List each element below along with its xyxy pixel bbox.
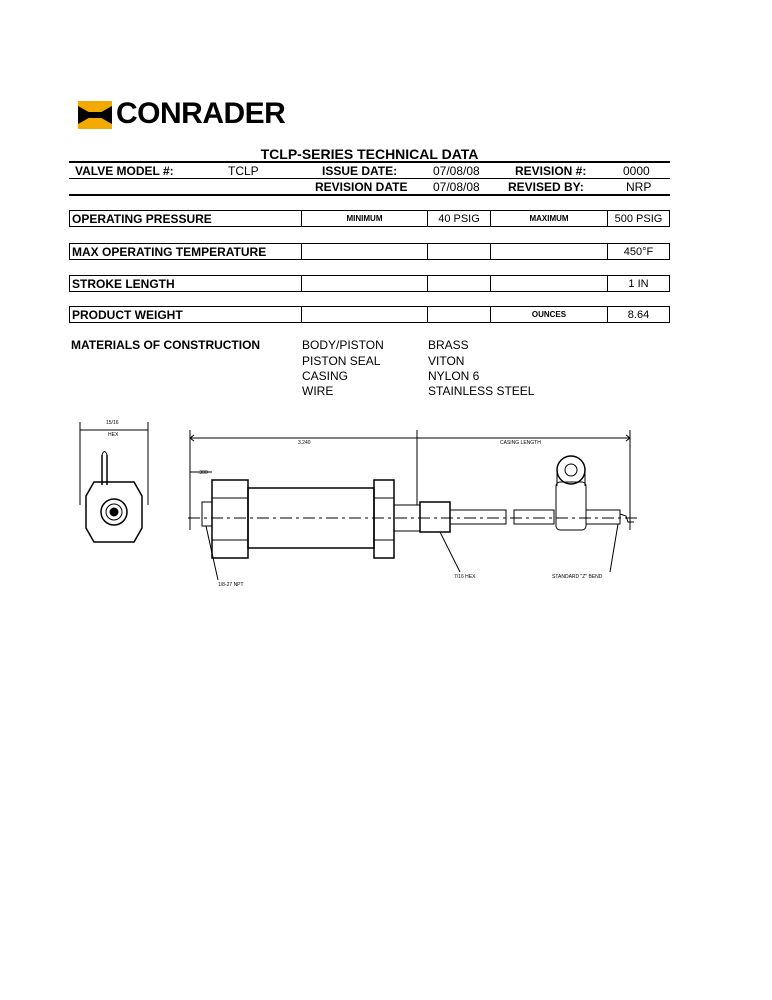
spec-label: PRODUCT WEIGHT <box>72 307 183 322</box>
material-value-3: NYLON 6 <box>428 369 480 383</box>
empty-cell <box>301 244 427 259</box>
empty-cell <box>490 276 607 291</box>
header-rule-bottom <box>69 194 670 196</box>
nut-hex-label: 7/16 HEX <box>454 574 476 580</box>
issue-date-value: 07/08/08 <box>433 164 480 178</box>
casing-length-label: CASING LENGTH <box>500 440 541 446</box>
material-part-1: BODY/PISTON <box>302 338 384 352</box>
document-title: TCLP-SERIES TECHNICAL DATA <box>260 146 479 162</box>
material-part-3: CASING <box>302 369 349 383</box>
conrader-logo-icon <box>78 101 112 129</box>
max-temp-value: 450°F <box>607 244 669 259</box>
valve-model-value: TCLP <box>228 164 259 178</box>
pressure-min-value: 40 PSIG <box>427 211 490 226</box>
z-bend-label: STANDARD "Z" BEND <box>552 574 603 580</box>
spec-label: STROKE LENGTH <box>72 276 175 291</box>
empty-cell <box>427 276 490 291</box>
revision-num-label: REVISION #: <box>515 164 587 178</box>
empty-cell <box>427 307 490 322</box>
stroke-length-value: 1 IN <box>607 276 669 291</box>
header-rule-mid <box>69 178 670 179</box>
spec-row-product-weight <box>69 306 670 323</box>
materials-heading: MATERIALS OF CONSTRUCTION <box>71 338 261 352</box>
end-view-drawing <box>80 422 148 542</box>
material-value-1: BRASS <box>428 338 469 352</box>
brand-name: CONRADER <box>116 97 286 130</box>
revision-date-label: REVISION DATE <box>315 180 408 194</box>
technical-drawing <box>70 410 670 600</box>
valve-model-label: VALVE MODEL #: <box>75 164 174 178</box>
revised-by-value: NRP <box>626 180 652 194</box>
pressure-max-value: 500 PSIG <box>607 211 669 226</box>
thread-dimension-label: .300 <box>198 470 208 476</box>
thread-spec-label: 1/8-27 NPT <box>218 582 244 588</box>
empty-cell <box>490 244 607 259</box>
revision-date-value: 07/08/08 <box>433 180 480 194</box>
header-rule-top <box>69 161 670 163</box>
spec-row-operating-pressure <box>69 210 670 227</box>
spec-row-stroke-length <box>69 275 670 292</box>
side-view-drawing <box>188 430 640 580</box>
brand-logo <box>78 99 338 131</box>
spec-label: MAX OPERATING TEMPERATURE <box>72 244 267 259</box>
issue-date-label: ISSUE DATE: <box>322 164 398 178</box>
revision-num-value: 0000 <box>623 164 650 178</box>
spec-row-max-temperature <box>69 243 670 260</box>
material-part-4: WIRE <box>302 384 334 398</box>
empty-cell <box>301 276 427 291</box>
revised-by-label: REVISED BY: <box>508 180 584 194</box>
overall-dimension-label: 3.240 <box>298 440 311 446</box>
product-weight-value: 8.64 <box>607 307 669 322</box>
material-part-2: PISTON SEAL <box>302 354 381 368</box>
spec-label: OPERATING PRESSURE <box>72 211 212 226</box>
material-value-4: STAINLESS STEEL <box>428 384 535 398</box>
weight-unit-label: OUNCES <box>490 307 607 322</box>
material-value-2: VITON <box>428 354 465 368</box>
hex-label: HEX <box>108 432 119 438</box>
hex-size-label: 15/16 <box>106 420 119 426</box>
empty-cell <box>301 307 427 322</box>
pressure-max-label: MAXIMUM <box>490 211 607 226</box>
pressure-min-label: MINIMUM <box>301 211 427 226</box>
empty-cell <box>427 244 490 259</box>
